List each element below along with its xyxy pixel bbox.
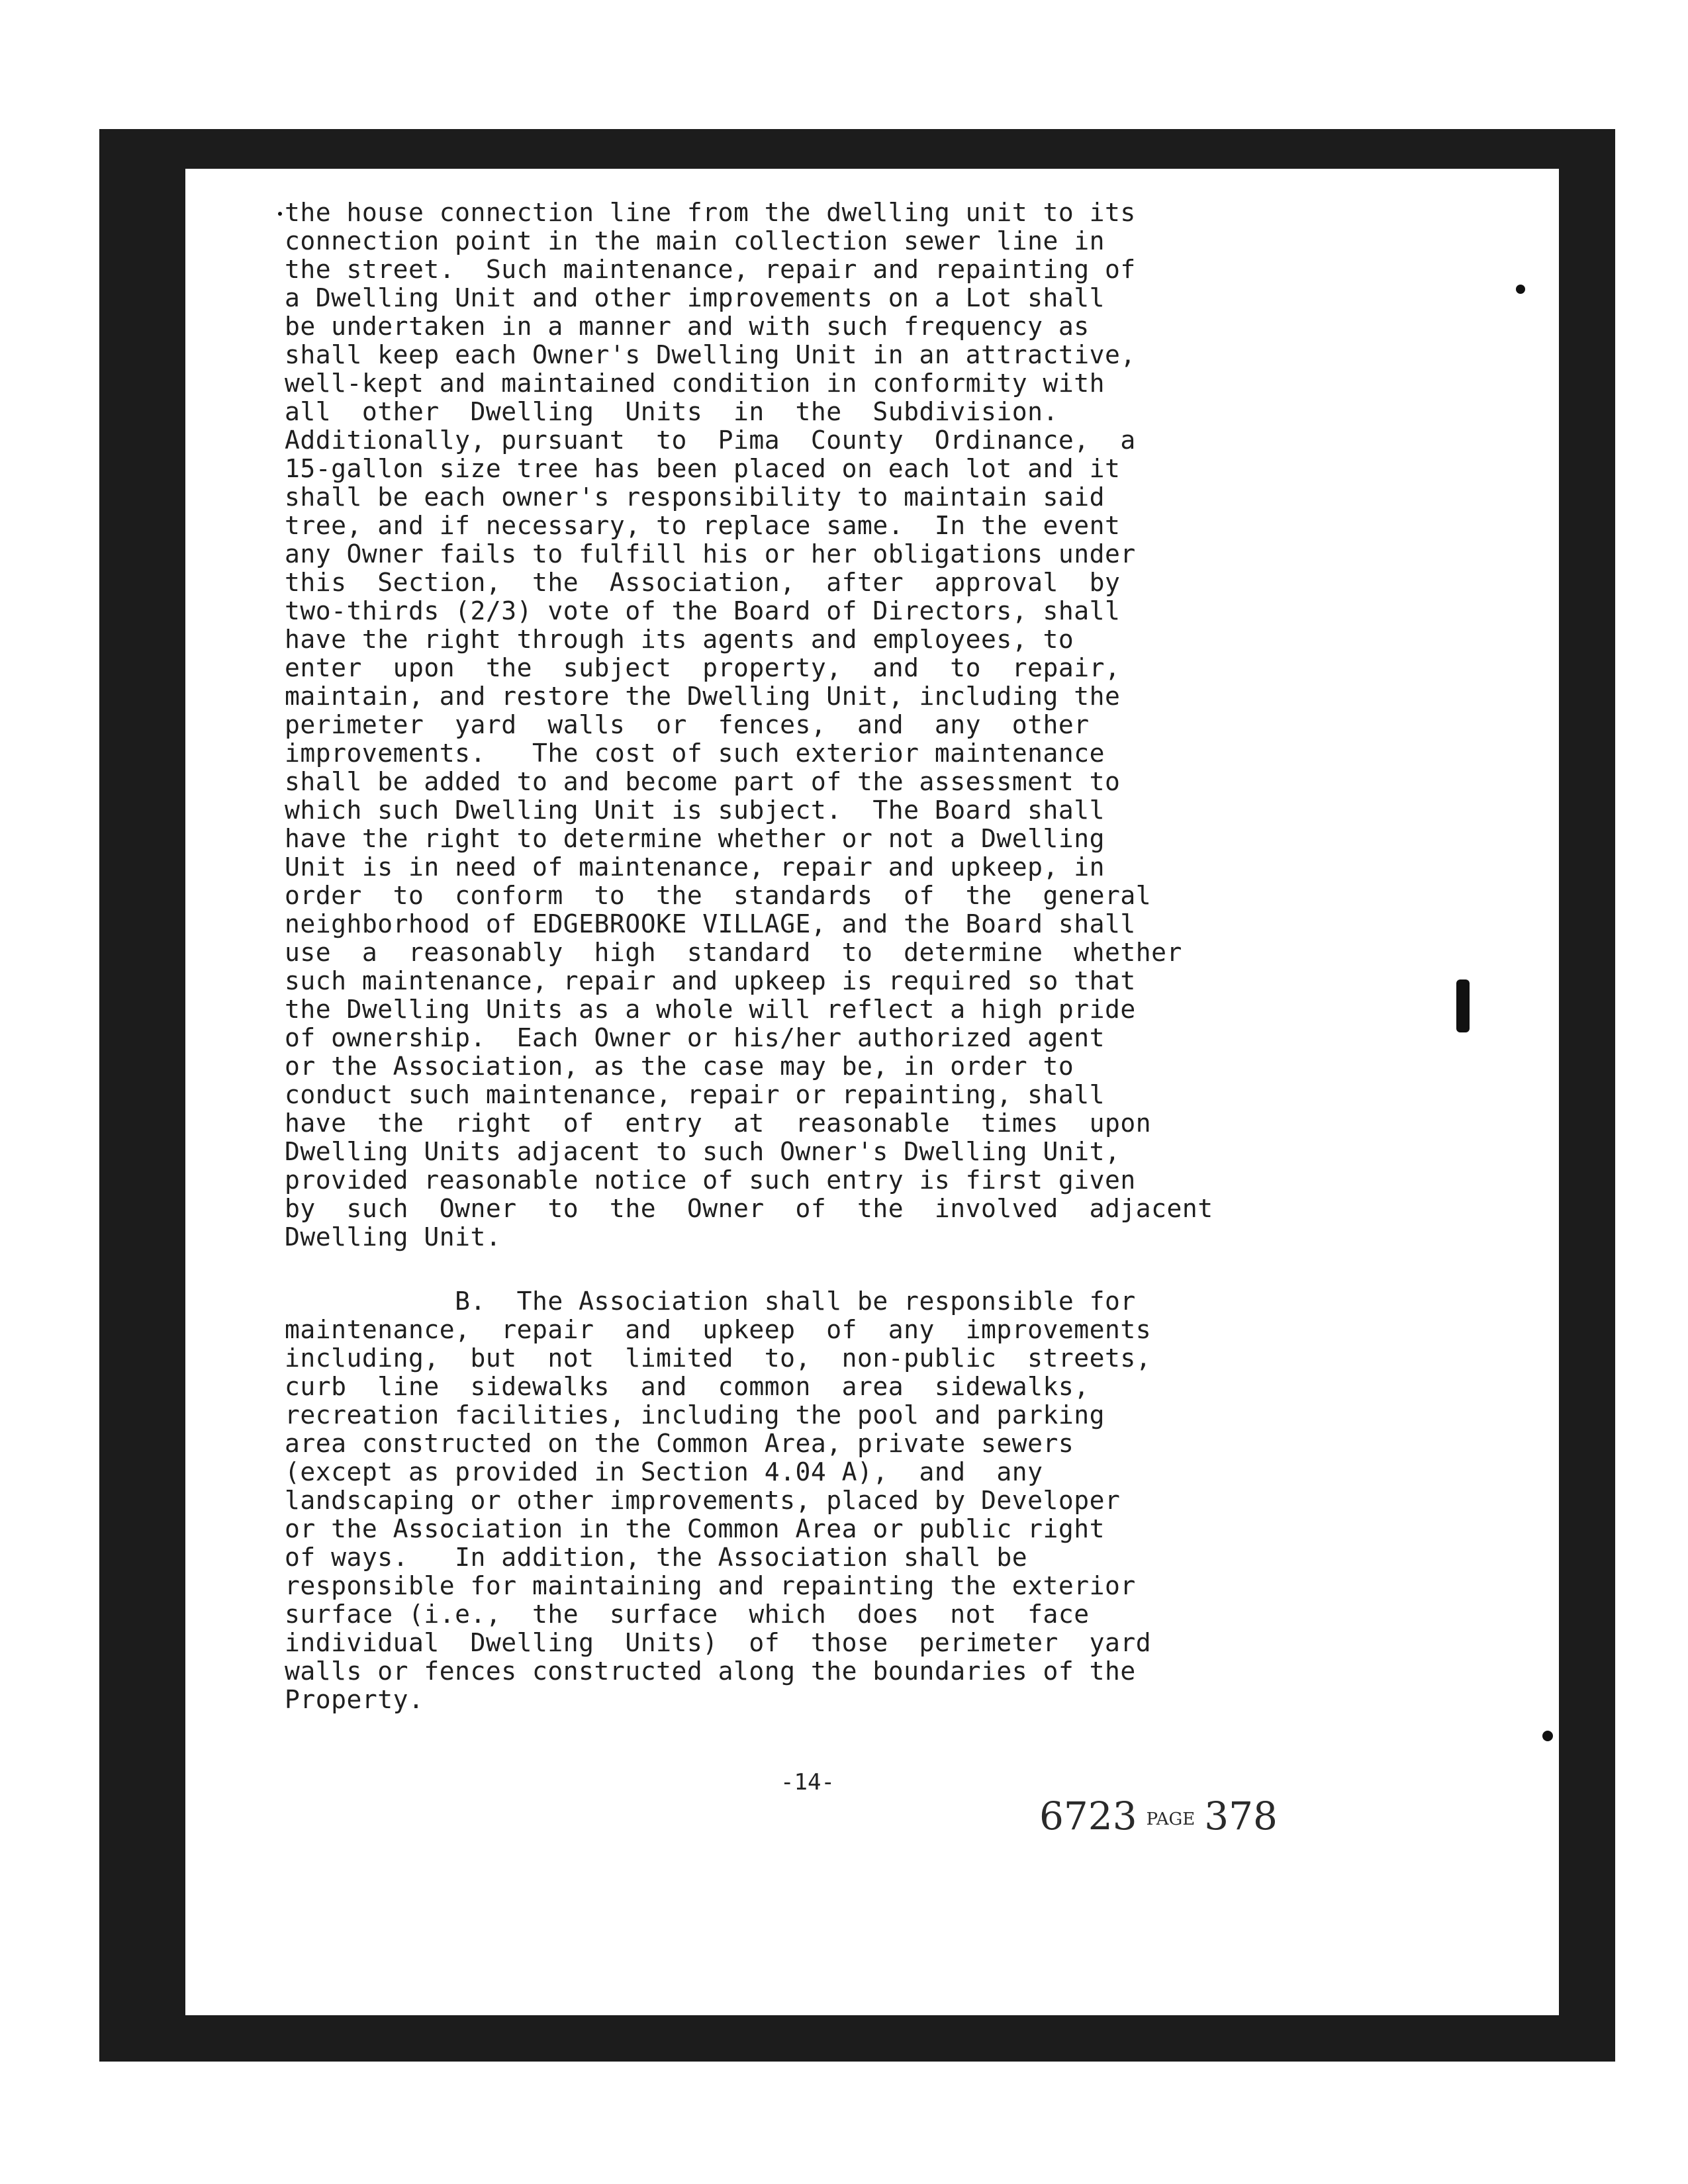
paragraph-b-line: recreation facilities, including the pool and parking bbox=[285, 1400, 1105, 1430]
page-number: -14- bbox=[780, 1769, 835, 1796]
paragraph-b-line: curb line sidewalks and common area sidewalks, bbox=[285, 1372, 1090, 1401]
paragraph-a-line: any Owner fails to fulfill his or her obligations under bbox=[285, 539, 1136, 569]
paragraph-a-line: have the right to determine whether or not a Dwelling bbox=[285, 824, 1105, 853]
paragraph-b-line: landscaping or other improvements, placed by Developer bbox=[285, 1486, 1121, 1515]
paragraph-a-line: provided reasonable notice of such entry is first given bbox=[285, 1165, 1136, 1195]
paragraph-b-line: responsible for maintaining and repainting the exterior bbox=[285, 1571, 1136, 1600]
paragraph-a-line: the street. Such maintenance, repair and repainting of bbox=[285, 255, 1136, 284]
paragraph-a-line: a Dwelling Unit and other improvements on a Lot shall bbox=[285, 283, 1105, 312]
paragraph-b-line: of ways. In addition, the Association shall be bbox=[285, 1543, 1028, 1572]
paragraph-a-line: maintain, and restore the Dwelling Unit, including the bbox=[285, 682, 1121, 711]
body-paragraph-continuation bbox=[285, 199, 1331, 1251]
paragraph-a-line: two-thirds (2/3) vote of the Board of Directors, shall bbox=[285, 596, 1121, 625]
paragraph-a-line: Dwelling Units adjacent to such Owner's Dwelling Unit, bbox=[285, 1137, 1121, 1166]
scan-speck bbox=[278, 212, 282, 216]
paragraph-b-line: including, but not limited to, non-public streets, bbox=[285, 1343, 1152, 1373]
paragraph-b-line: walls or fences constructed along the boundaries of the bbox=[285, 1657, 1136, 1686]
paragraph-a-line: by such Owner to the Owner of the involved adjacent bbox=[285, 1194, 1213, 1223]
paragraph-b-line: maintenance, repair and upkeep of any improvements bbox=[285, 1315, 1152, 1344]
paragraph-a-line: Additionally, pursuant to Pima County Ordinance, a bbox=[285, 426, 1136, 455]
paragraph-b-line: surface (i.e., the surface which does not face bbox=[285, 1600, 1090, 1629]
paragraph-a-line: this Section, the Association, after approval by bbox=[285, 568, 1121, 597]
paragraph-a-line: tree, and if necessary, to replace same. In the event bbox=[285, 511, 1121, 540]
paragraph-a-line: shall keep each Owner's Dwelling Unit in an attractive, bbox=[285, 340, 1136, 369]
paragraph-b-line: area constructed on the Common Area, private sewers bbox=[285, 1429, 1074, 1458]
paragraph-b-line: Property. bbox=[285, 1685, 424, 1714]
paragraph-a-line: have the right of entry at reasonable times upon bbox=[285, 1109, 1152, 1138]
paragraph-a-line: the Dwelling Units as a whole will reflect a high pride bbox=[285, 995, 1136, 1024]
scan-speck bbox=[1542, 1731, 1553, 1741]
paragraph-a-line: all other Dwelling Units in the Subdivision. bbox=[285, 397, 1058, 426]
paragraph-a-line: Unit is in need of maintenance, repair and upkeep, in bbox=[285, 852, 1105, 882]
paragraph-a-line: shall be each owner's responsibility to maintain said bbox=[285, 482, 1105, 512]
paragraph-a-line: Dwelling Unit. bbox=[285, 1222, 502, 1251]
paragraph-a-line: of ownership. Each Owner or his/her authorized agent bbox=[285, 1023, 1105, 1052]
paragraph-b-line: individual Dwelling Units) of those perimeter yard bbox=[285, 1628, 1152, 1657]
paragraph-a-line: which such Dwelling Unit is subject. The Board shall bbox=[285, 796, 1105, 825]
paragraph-a-line: neighborhood of EDGEBROOKE VILLAGE, and the Board shall bbox=[285, 909, 1136, 938]
paragraph-a-line: conduct such maintenance, repair or repainting, shall bbox=[285, 1080, 1105, 1109]
paragraph-a-line: shall be added to and become part of the assessment to bbox=[285, 767, 1121, 796]
paragraph-a-line: 15-gallon size tree has been placed on each lot and it bbox=[285, 454, 1121, 483]
paragraph-b-line: or the Association in the Common Area or public right bbox=[285, 1514, 1105, 1543]
paragraph-a-line: or the Association, as the case may be, in order to bbox=[285, 1052, 1074, 1081]
paragraph-a-line: order to conform to the standards of the general bbox=[285, 881, 1152, 910]
paragraph-a-line: connection point in the main collection sewer line in bbox=[285, 226, 1105, 255]
paragraph-b-line: B. The Association shall be responsible for bbox=[285, 1287, 1136, 1316]
paragraph-a-line: use a reasonably high standard to determine whether bbox=[285, 938, 1182, 967]
scan-speck bbox=[1456, 979, 1470, 1032]
paragraph-a-line: enter upon the subject property, and to repair, bbox=[285, 653, 1121, 682]
paragraph-a-line: well-kept and maintained condition in conformity with bbox=[285, 369, 1105, 398]
recording-stamp bbox=[1039, 1794, 1278, 1839]
recorded-page-number: 378 bbox=[1204, 1794, 1278, 1839]
page-label: PAGE bbox=[1146, 1809, 1196, 1829]
paragraph-a-line: have the right through its agents and employees, to bbox=[285, 625, 1074, 654]
paragraph-a-line: be undertaken in a manner and with such frequency as bbox=[285, 312, 1090, 341]
paragraph-a-line: such maintenance, repair and upkeep is required so that bbox=[285, 966, 1136, 995]
paragraph-a-line: improvements. The cost of such exterior maintenance bbox=[285, 739, 1105, 768]
paragraph-a-line: perimeter yard walls or fences, and any other bbox=[285, 710, 1090, 739]
scan-speck bbox=[1516, 285, 1525, 294]
paragraph-b-line: (except as provided in Section 4.04 A), and any bbox=[285, 1457, 1043, 1486]
paragraph-a-line: the house connection line from the dwelling unit to its bbox=[285, 198, 1136, 227]
docket-number: 6723 bbox=[1039, 1794, 1137, 1839]
body-paragraph-b bbox=[285, 1287, 1331, 1714]
